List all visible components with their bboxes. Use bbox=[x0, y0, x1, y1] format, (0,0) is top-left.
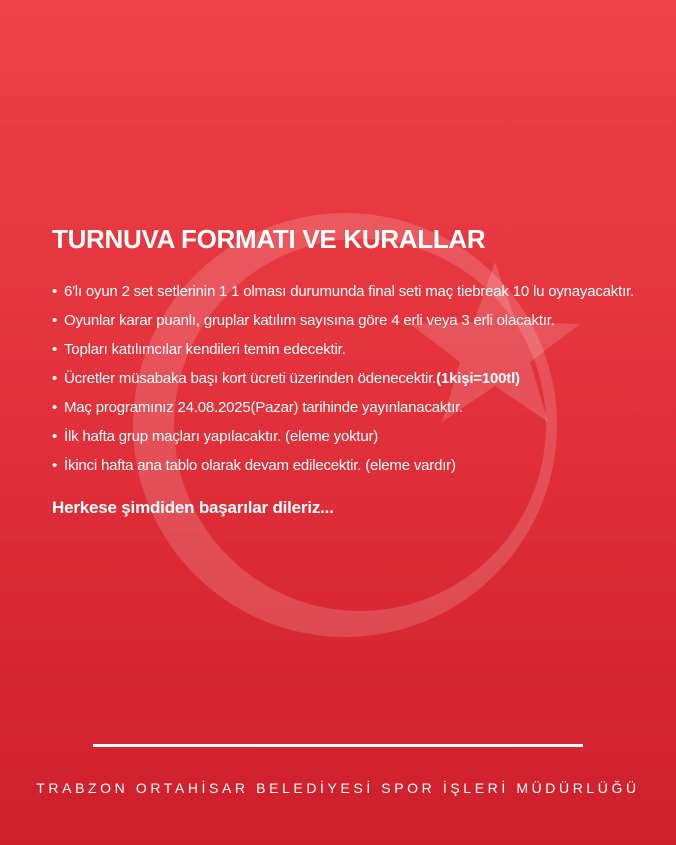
rule-item bbox=[52, 340, 662, 359]
bullet-icon: • bbox=[52, 341, 58, 358]
rule-text: 6'lı oyun 2 set setlerinin 1 1 olması durumunda final seti maç tiebreak 10 lu oynayacaktır. bbox=[64, 283, 634, 300]
rule-item bbox=[52, 456, 662, 475]
page-title: TURNUVA FORMATI VE KURALLAR bbox=[52, 224, 486, 254]
bullet-icon: • bbox=[52, 370, 58, 387]
rule-text: İlk hafta grup maçları yapılacaktır. (eleme yoktur) bbox=[64, 428, 379, 445]
rule-text: İkinci hafta ana tablo olarak devam edilecektir. (eleme vardır) bbox=[64, 457, 456, 474]
rule-item bbox=[52, 398, 662, 417]
rule-item bbox=[52, 427, 662, 446]
bullet-icon: • bbox=[52, 312, 58, 329]
rule-item bbox=[52, 282, 662, 301]
bullet-icon: • bbox=[52, 428, 58, 445]
divider-line bbox=[93, 744, 583, 747]
bullet-icon: • bbox=[52, 283, 58, 300]
rules-section bbox=[52, 222, 662, 519]
fee-emphasis: (1kişi=100tl) bbox=[436, 370, 520, 387]
rule-item bbox=[52, 311, 662, 330]
rule-text: Maç programınız 24.08.2025(Pazar) tarihinde yayınlanacaktır. bbox=[64, 399, 464, 416]
closing-message: Herkese şimdiden başarılar dileriz... bbox=[52, 498, 334, 517]
bullet-icon: • bbox=[52, 399, 58, 416]
footer-organization: TRABZON ORTAHİSAR BELEDİYESİ SPOR İŞLERİ MÜDÜRLÜĞÜ bbox=[36, 780, 640, 796]
rules-list bbox=[52, 282, 662, 475]
rule-text: Topları katılımcılar kendileri temin edecektir. bbox=[64, 341, 346, 358]
bullet-icon: • bbox=[52, 457, 58, 474]
rule-item bbox=[52, 369, 662, 388]
rule-text: Ücretler müsabaka başı kort ücreti üzerinden ödenecektir. bbox=[64, 370, 437, 387]
rule-text: Oyunlar karar puanlı, gruplar katılım sayısına göre 4 erli veya 3 erli olacaktır. bbox=[64, 312, 555, 329]
